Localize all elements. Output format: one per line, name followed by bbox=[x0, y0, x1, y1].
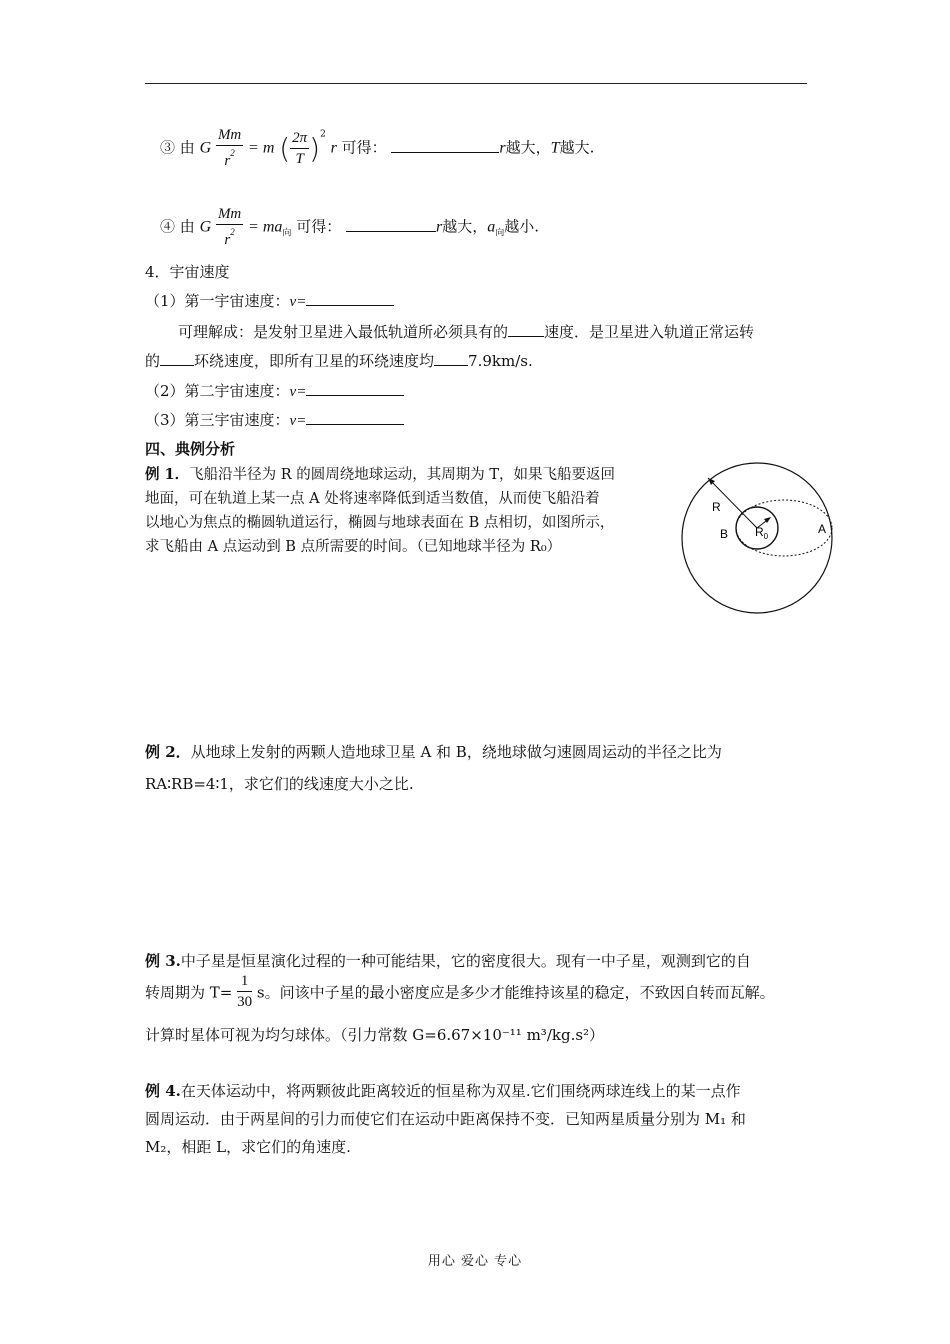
v3-label: （3）第三宇宙速度： bbox=[145, 411, 290, 429]
tail-sub: 向 bbox=[495, 228, 505, 239]
explain-text-3: 的 bbox=[145, 352, 161, 370]
section-4-title: 4．宇宙速度 bbox=[145, 263, 230, 281]
label-R0-sub: 0 bbox=[763, 532, 769, 541]
v3-blank[interactable] bbox=[306, 410, 404, 425]
frac-den-r: r bbox=[224, 232, 231, 248]
label-B: B bbox=[720, 527, 729, 541]
tail-T: T bbox=[550, 139, 560, 157]
explain-text-1: 可理解成：是发射卫星进入最低轨道所必须具有的 bbox=[178, 323, 509, 341]
fraction-1-30 bbox=[237, 974, 252, 1010]
circled-four: ④ bbox=[160, 217, 176, 236]
outer-exp: 2 bbox=[320, 129, 326, 140]
g-symbol: G bbox=[199, 218, 212, 236]
tail-a: a bbox=[487, 218, 496, 236]
you-text: 由 bbox=[179, 138, 195, 157]
inner-num: 2π bbox=[290, 131, 309, 149]
ex1-line-1: 飞船沿半径为 R 的圆周绕地球运动，其周期为 T，如果飞船要返回 bbox=[189, 467, 616, 483]
explain-text-4: 环绕速度，即所有卫星的环绕速度均 bbox=[194, 352, 435, 370]
frac-den-exp: 2 bbox=[230, 148, 235, 158]
tail-text: 越大， bbox=[442, 217, 488, 236]
ex3-text-1: 中子星是恒星演化过程的一种可能结果，它的密度很大。现有一中子星，观测到它的自 bbox=[180, 952, 751, 970]
header-rule bbox=[145, 83, 807, 84]
equals-ma: = ma bbox=[248, 218, 283, 236]
frac-den-exp: 2 bbox=[230, 227, 235, 237]
left-paren: ( bbox=[279, 132, 291, 165]
tail-r: r bbox=[499, 139, 506, 157]
you-text: 由 bbox=[179, 217, 195, 236]
ex1-line-3: 以地心为焦点的椭圆轨道运行，椭圆与地球表面在 B 点相切，如图所示， bbox=[145, 515, 615, 531]
kede-text: 可得： bbox=[296, 217, 342, 236]
formula-3 bbox=[160, 128, 594, 169]
ex3-label: 例 3. bbox=[145, 952, 181, 970]
frac-den-r: r bbox=[224, 153, 231, 169]
ex3-text-2a: 转周期为 T= bbox=[145, 983, 233, 1002]
equals-m: = m bbox=[248, 139, 275, 157]
label-R0 bbox=[755, 525, 769, 541]
explain-text-2: 速度．是卫星进入轨道正常运转 bbox=[544, 323, 755, 341]
tail-r: r bbox=[436, 218, 443, 236]
fraction-2pi-T bbox=[290, 131, 309, 167]
ex1-label: 例 1． bbox=[145, 466, 190, 483]
tail-text-2: 越大. bbox=[559, 138, 595, 157]
sub-xiang: 向 bbox=[282, 228, 292, 239]
third-cosmic-velocity bbox=[145, 409, 404, 430]
ex4-label: 例 4. bbox=[145, 1082, 181, 1100]
fraction-mm-r2 bbox=[216, 128, 243, 169]
explain-blank-2[interactable] bbox=[160, 351, 194, 366]
formula-4 bbox=[160, 207, 539, 248]
explain-line-1 bbox=[178, 321, 754, 342]
ex1-line-4: 求飞船由 A 点运动到 B 点所需要的时间。（已知地球半径为 R₀） bbox=[145, 539, 562, 555]
frac-den bbox=[216, 146, 243, 169]
ex2-text-1: 从地球上发射的两颗人造地球卫星 A 和 B，绕地球做匀速圆周运动的半径之比为 bbox=[190, 743, 722, 761]
example-2-line-2: RA∶RB=4∶1，求它们的线速度大小之比. bbox=[145, 775, 414, 793]
ex2-label: 例 2． bbox=[145, 743, 191, 761]
example-3-line-2 bbox=[145, 974, 775, 1010]
tail-text-2: 越小. bbox=[504, 217, 540, 236]
example-4-line-3: M₂，相距 L，求它们的角速度. bbox=[145, 1138, 351, 1156]
frac-num: Mm bbox=[216, 207, 243, 225]
g-symbol: G bbox=[199, 139, 212, 157]
ex3-text-2b: s。问该中子星的最小密度应是多少才能维持该星的稳定，不致因自转而瓦解。 bbox=[256, 983, 775, 1002]
frac-30: 30 bbox=[237, 994, 253, 1010]
tail-text: 越大， bbox=[505, 138, 551, 157]
v3-var: v= bbox=[289, 413, 307, 429]
v1-label: （1）第一宇宙速度： bbox=[145, 292, 290, 310]
example-4-line-2: 圆周运动．由于两星间的引力而使它们在运动中距离保持不变．已知两星质量分别为 M₁ 和 bbox=[145, 1110, 746, 1128]
example-4-line-1 bbox=[145, 1080, 741, 1101]
section-heading: 四、典例分析 bbox=[145, 440, 236, 458]
example-3-line-3: 计算时星体可视为均匀球体。（引力常数 G=6.67×10⁻¹¹ m³/kg.s²） bbox=[145, 1026, 605, 1044]
v2-label: （2）第二宇宙速度： bbox=[145, 382, 290, 400]
v1-blank[interactable] bbox=[306, 291, 394, 306]
label-R: R bbox=[712, 500, 721, 514]
frac-den bbox=[216, 225, 243, 248]
v1-var: v= bbox=[289, 294, 307, 310]
example-3-line-1 bbox=[145, 950, 751, 971]
orbit-diagram bbox=[678, 458, 838, 618]
answer-blank-3[interactable] bbox=[391, 138, 499, 153]
explain-blank-3[interactable] bbox=[434, 351, 468, 366]
explain-text-5: 7.9km/s. bbox=[468, 352, 533, 370]
first-cosmic-velocity bbox=[145, 290, 394, 311]
ex4-text-1: 在天体运动中，将两颗彼此距离较近的恒星称为双星.它们围绕两球连线上的某一点作 bbox=[180, 1082, 741, 1100]
inner-den: T bbox=[295, 150, 304, 167]
frac-1: 1 bbox=[237, 974, 252, 992]
explain-line-2 bbox=[145, 350, 533, 371]
label-A: A bbox=[818, 522, 827, 536]
ex1-line-2: 地面，可在轨道上某一点 A 处将速率降低到适当数值，从而使飞船沿着 bbox=[145, 491, 600, 507]
example-1 bbox=[145, 463, 665, 559]
v2-var: v= bbox=[289, 384, 307, 400]
answer-blank-4[interactable] bbox=[346, 217, 436, 232]
fraction-mm-r2 bbox=[216, 207, 243, 248]
example-2-line-1 bbox=[145, 741, 722, 762]
v2-blank[interactable] bbox=[306, 381, 404, 396]
frac-num: Mm bbox=[216, 128, 243, 146]
right-paren: ) bbox=[309, 132, 321, 165]
explain-blank-1[interactable] bbox=[508, 322, 544, 337]
circled-three: ③ bbox=[160, 138, 176, 157]
second-cosmic-velocity bbox=[145, 380, 404, 401]
label-R0-main: R bbox=[755, 525, 764, 539]
page-footer: 用心 爱心 专心 bbox=[427, 1254, 523, 1269]
r-symbol: r bbox=[330, 139, 337, 157]
kede-text: 可得： bbox=[341, 138, 387, 157]
